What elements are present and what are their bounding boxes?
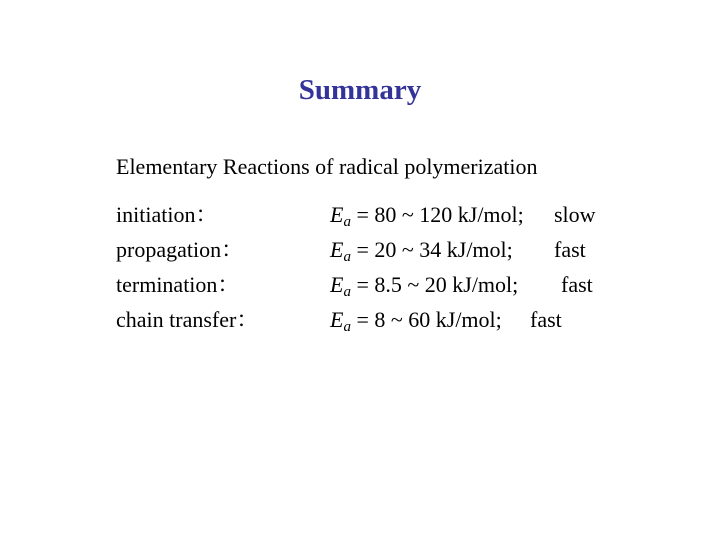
energy-symbol: E	[330, 272, 344, 297]
energy-range: = 80 ~ 120 kJ/mol;	[350, 202, 524, 227]
activation-energy	[330, 270, 518, 300]
energy-subscript: a	[343, 319, 351, 335]
energy-range: = 20 ~ 34 kJ/mol;	[350, 237, 513, 262]
energy-symbol: E	[330, 237, 344, 262]
activation-energy	[330, 305, 502, 335]
energy-symbol: E	[330, 202, 344, 227]
reaction-label: chain transfer：	[116, 307, 259, 332]
slide-subtitle: Elementary Reactions of radical polymerization	[116, 154, 538, 179]
reaction-label: propagation：	[116, 237, 244, 262]
slide-title: Summary	[298, 74, 422, 106]
reaction-speed: fast	[554, 237, 586, 262]
reaction-label: termination：	[116, 272, 240, 297]
reaction-speed: fast	[561, 272, 593, 297]
energy-subscript: a	[343, 249, 351, 265]
energy-range: = 8 ~ 60 kJ/mol;	[350, 307, 502, 332]
reaction-label: initiation：	[116, 202, 218, 227]
activation-energy	[330, 235, 513, 265]
activation-energy	[330, 200, 524, 230]
energy-subscript: a	[343, 214, 351, 230]
reaction-speed: fast	[530, 307, 562, 332]
energy-symbol: E	[330, 307, 344, 332]
energy-range: = 8.5 ~ 20 kJ/mol;	[350, 272, 519, 297]
reaction-speed: slow	[554, 202, 596, 227]
energy-subscript: a	[343, 284, 351, 300]
